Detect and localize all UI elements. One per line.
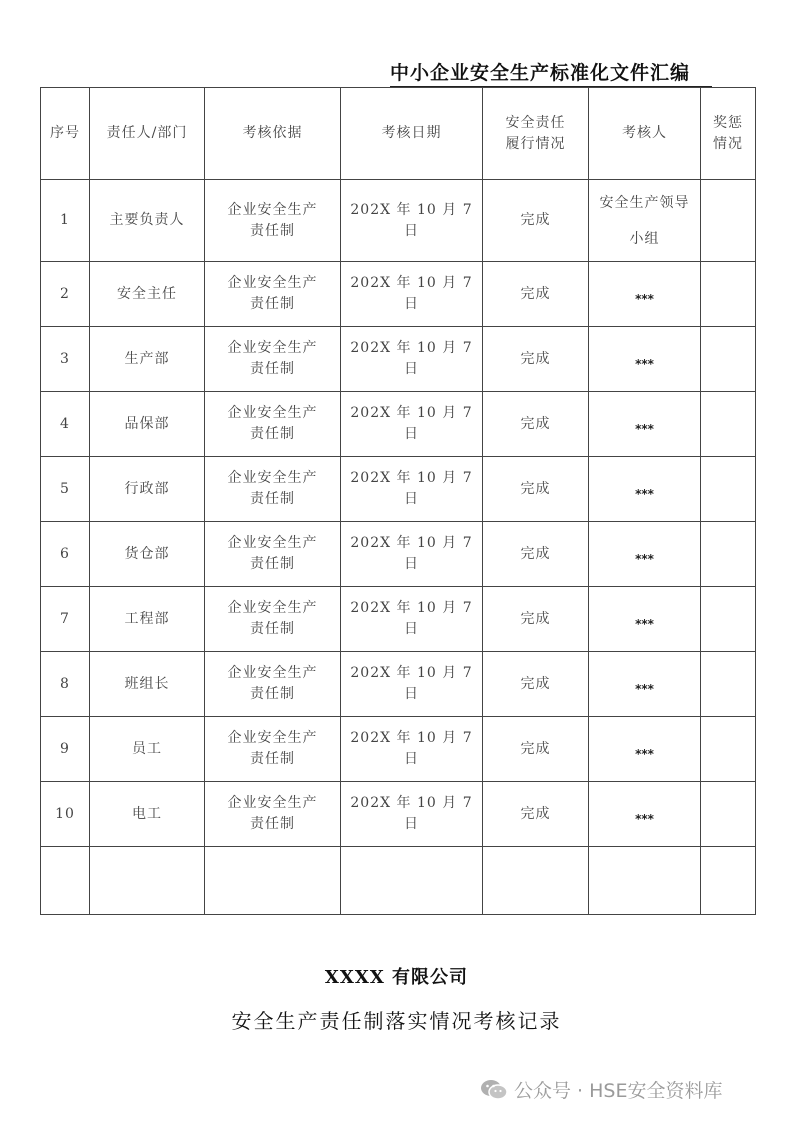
basis-line1: 企业安全生产 xyxy=(227,535,318,551)
cell-performance: 完成 xyxy=(483,457,589,522)
cell-date: 202X 年 10 月 7 日 xyxy=(341,782,483,847)
cell-performance: 完成 xyxy=(483,522,589,587)
cell-reward xyxy=(701,327,756,392)
cell-basis xyxy=(205,457,341,522)
cell-reviewer xyxy=(589,587,701,652)
cell-reviewer xyxy=(589,717,701,782)
cell-responsible: 电工 xyxy=(90,782,205,847)
basis-line2: 责任制 xyxy=(250,426,295,442)
reviewer-redacted: *** xyxy=(635,681,654,696)
cell-performance: 完成 xyxy=(483,392,589,457)
basis-line1: 企业安全生产 xyxy=(227,470,318,486)
reviewer-redacted: *** xyxy=(635,551,654,566)
basis-line2: 责任制 xyxy=(250,556,295,572)
header-reward-line1: 奖惩 xyxy=(713,114,743,131)
basis-line2: 责任制 xyxy=(250,686,295,702)
header-performance-line1: 安全责任 xyxy=(505,114,566,131)
cell-reward xyxy=(701,522,756,587)
record-title: 安全生产责任制落实情况考核记录 xyxy=(231,1009,562,1033)
document-header-title: 中小企业安全生产标准化文件汇编 xyxy=(390,58,712,87)
table-row xyxy=(41,652,756,717)
cell-reviewer xyxy=(589,392,701,457)
basis-line2: 责任制 xyxy=(250,222,295,239)
cell-date: 202X 年 10 月 7 日 xyxy=(341,717,483,782)
reviewer-redacted: *** xyxy=(635,486,654,501)
cell-index: 5 xyxy=(41,457,90,522)
reviewer-redacted: *** xyxy=(635,356,654,371)
cell-responsible: 主要负责人 xyxy=(90,180,205,262)
cell-date: 202X 年 10 月 7 日 xyxy=(341,522,483,587)
table-row xyxy=(41,327,756,392)
cell-index: 10 xyxy=(41,782,90,847)
cell-reward xyxy=(701,782,756,847)
basis-line1: 企业安全生产 xyxy=(227,201,318,218)
cell-basis xyxy=(205,522,341,587)
cell-reviewer xyxy=(589,180,701,262)
basis-line2: 责任制 xyxy=(250,816,295,832)
cell-empty xyxy=(341,847,483,915)
cell-index: 4 xyxy=(41,392,90,457)
cell-date: 202X 年 10 月 7 日 xyxy=(341,392,483,457)
cell-reward xyxy=(701,457,756,522)
assessment-record-table xyxy=(40,87,756,915)
cell-reward xyxy=(701,587,756,652)
basis-line2: 责任制 xyxy=(250,296,295,312)
reviewer-redacted: *** xyxy=(635,421,654,436)
cell-responsible: 员工 xyxy=(90,717,205,782)
cell-performance: 完成 xyxy=(483,262,589,327)
cell-reward xyxy=(701,180,756,262)
cell-date: 202X 年 10 月 7 日 xyxy=(341,180,483,262)
table-header-row xyxy=(41,88,756,180)
cell-empty xyxy=(701,847,756,915)
table-row-empty xyxy=(41,847,756,915)
cell-basis xyxy=(205,587,341,652)
table-row xyxy=(41,782,756,847)
wechat-icon xyxy=(480,1079,508,1101)
cell-basis xyxy=(205,392,341,457)
cell-basis xyxy=(205,717,341,782)
header-reward xyxy=(701,88,756,180)
basis-line2: 责任制 xyxy=(250,621,295,637)
cell-date: 202X 年 10 月 7 日 xyxy=(341,327,483,392)
reviewer-line2: 小组 xyxy=(629,230,660,247)
header-date: 考核日期 xyxy=(341,88,483,180)
cell-reviewer xyxy=(589,652,701,717)
basis-line1: 企业安全生产 xyxy=(227,600,318,616)
cell-empty xyxy=(483,847,589,915)
table-row xyxy=(41,717,756,782)
header-reward-line2: 情况 xyxy=(713,135,743,152)
cell-responsible: 品保部 xyxy=(90,392,205,457)
cell-reward xyxy=(701,392,756,457)
cell-responsible: 生产部 xyxy=(90,327,205,392)
basis-line1: 企业安全生产 xyxy=(227,795,318,811)
cell-reviewer xyxy=(589,522,701,587)
cell-reward xyxy=(701,717,756,782)
header-responsible: 责任人/部门 xyxy=(90,88,205,180)
basis-line1: 企业安全生产 xyxy=(227,665,318,681)
cell-performance: 完成 xyxy=(483,327,589,392)
cell-reward xyxy=(701,652,756,717)
basis-line1: 企业安全生产 xyxy=(227,340,318,356)
cell-responsible: 安全主任 xyxy=(90,262,205,327)
watermark-text: 公众号 · HSE安全资料库 xyxy=(514,1080,723,1102)
cell-date: 202X 年 10 月 7 日 xyxy=(341,457,483,522)
table-row xyxy=(41,522,756,587)
basis-line1: 企业安全生产 xyxy=(227,405,318,421)
cell-responsible: 工程部 xyxy=(90,587,205,652)
cell-basis xyxy=(205,262,341,327)
cell-responsible: 班组长 xyxy=(90,652,205,717)
basis-line1: 企业安全生产 xyxy=(227,275,318,291)
watermark xyxy=(480,1076,780,1103)
reviewer-redacted: *** xyxy=(635,291,654,306)
reviewer-redacted: *** xyxy=(635,746,654,761)
reviewer-redacted: *** xyxy=(635,616,654,631)
basis-line2: 责任制 xyxy=(250,491,295,507)
cell-date: 202X 年 10 月 7 日 xyxy=(341,262,483,327)
cell-basis xyxy=(205,652,341,717)
basis-line2: 责任制 xyxy=(250,361,295,377)
table-row xyxy=(41,457,756,522)
cell-performance: 完成 xyxy=(483,587,589,652)
cell-basis xyxy=(205,782,341,847)
cell-index: 9 xyxy=(41,717,90,782)
company-name: XXXX 有限公司 xyxy=(324,967,469,988)
reviewer-redacted: *** xyxy=(635,811,654,826)
cell-performance: 完成 xyxy=(483,782,589,847)
cell-empty xyxy=(90,847,205,915)
cell-date: 202X 年 10 月 7 日 xyxy=(341,587,483,652)
cell-performance: 完成 xyxy=(483,717,589,782)
cell-index: 7 xyxy=(41,587,90,652)
cell-responsible: 货仓部 xyxy=(90,522,205,587)
cell-date: 202X 年 10 月 7 日 xyxy=(341,652,483,717)
cell-index: 1 xyxy=(41,180,90,262)
header-performance-line2: 履行情况 xyxy=(505,135,566,152)
cell-index: 2 xyxy=(41,262,90,327)
cell-performance: 完成 xyxy=(483,180,589,262)
header-index: 序号 xyxy=(41,88,90,180)
table-row xyxy=(41,262,756,327)
header-performance xyxy=(483,88,589,180)
cell-index: 3 xyxy=(41,327,90,392)
cell-basis xyxy=(205,180,341,262)
cell-responsible: 行政部 xyxy=(90,457,205,522)
cell-basis xyxy=(205,327,341,392)
cell-performance: 完成 xyxy=(483,652,589,717)
cell-reviewer xyxy=(589,262,701,327)
reviewer-line1: 安全生产领导 xyxy=(599,194,690,211)
basis-line2: 责任制 xyxy=(250,751,295,767)
table-row xyxy=(41,587,756,652)
cell-index: 6 xyxy=(41,522,90,587)
cell-empty xyxy=(589,847,701,915)
cell-empty xyxy=(205,847,341,915)
table-row xyxy=(41,392,756,457)
cell-empty xyxy=(41,847,90,915)
basis-line1: 企业安全生产 xyxy=(227,730,318,746)
cell-reviewer xyxy=(589,782,701,847)
cell-index: 8 xyxy=(41,652,90,717)
header-reviewer: 考核人 xyxy=(589,88,701,180)
header-basis: 考核依据 xyxy=(205,88,341,180)
cell-reviewer xyxy=(589,457,701,522)
cell-reward xyxy=(701,262,756,327)
cell-reviewer xyxy=(589,327,701,392)
table-row xyxy=(41,180,756,262)
